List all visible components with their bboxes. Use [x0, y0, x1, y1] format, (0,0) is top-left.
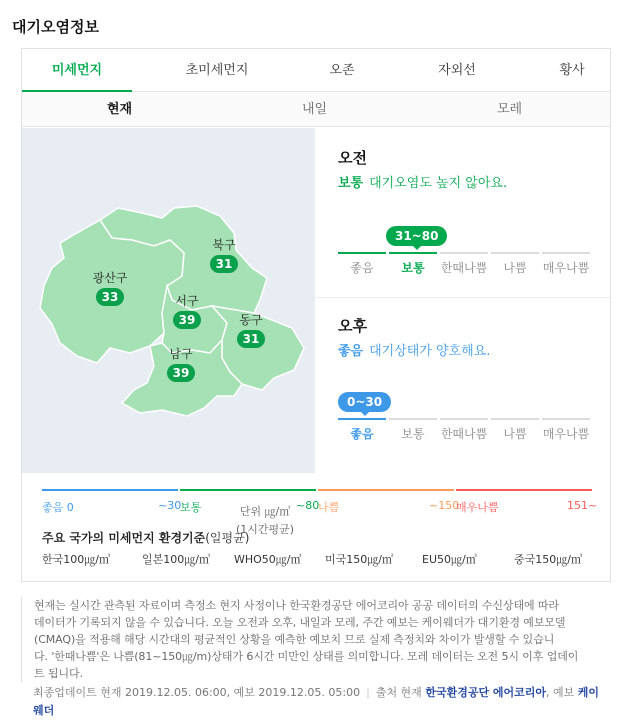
tab-day-after[interactable]: 모레: [496, 102, 523, 117]
tab-ultrafine-dust[interactable]: 초미세먼지: [185, 63, 249, 78]
note-line: 트 됩니다.: [34, 667, 83, 680]
district-value: 39: [167, 364, 195, 382]
legend-label: ~30: [158, 499, 182, 512]
district-value: 33: [96, 288, 124, 306]
note-line: 데이터가 기록되지 않을 수 있습니다. 오늘 오전과 오후, 내일과 모레, 주간 예보는 케이웨더가 대기환경 예보모델: [34, 616, 566, 629]
morning-title: 오전: [338, 149, 367, 167]
source-mid: , 예보: [546, 686, 575, 699]
tab-uv[interactable]: 자외선: [438, 63, 476, 78]
district-name: 서구: [175, 294, 199, 308]
morning-range-bubble: 31~80: [386, 226, 447, 246]
grade-legend: [42, 489, 598, 517]
standard-item: 한국100㎍/㎥: [42, 553, 110, 566]
source-label: 출처 현재: [375, 686, 422, 699]
morning-forecast: [316, 128, 612, 298]
district-donggu[interactable]: [229, 311, 273, 348]
district-namgu[interactable]: [159, 345, 203, 382]
tab-ozone[interactable]: 오존: [329, 63, 355, 78]
district-value: 31: [210, 255, 238, 273]
scale-label-bad: 나쁨: [503, 427, 527, 441]
scale-label-very-bad: 매우나쁨: [542, 427, 590, 441]
tab-now[interactable]: 현재: [106, 102, 133, 117]
scale-segment: [491, 418, 539, 420]
disclaimer-notes: [21, 597, 615, 682]
scale-label-good: 좋음: [350, 427, 374, 441]
legend-label: 좋음 0: [42, 501, 74, 514]
tab-tomorrow[interactable]: 내일: [301, 102, 328, 117]
divider: |: [366, 686, 370, 699]
district-seogu[interactable]: [165, 292, 209, 329]
standard-item: 중국150㎍/㎥: [514, 553, 582, 566]
district-name: 광산구: [92, 271, 128, 285]
afternoon-forecast: [316, 299, 612, 473]
afternoon-status: [338, 340, 490, 359]
update-info: [33, 684, 603, 720]
legend-label: 보통: [180, 501, 202, 514]
tab-yellow-dust[interactable]: 황사: [559, 63, 585, 78]
scale-label-temp-bad: 한때나쁨: [440, 261, 488, 275]
tab-fine-dust[interactable]: 미세먼지: [22, 49, 132, 92]
standard-item: WHO50㎍/㎥: [234, 553, 302, 566]
air-quality-card: [21, 48, 611, 582]
legend-label: 151~: [567, 499, 598, 512]
scale-segment: [542, 418, 590, 420]
legend-bar-bad: [318, 489, 454, 491]
district-name: 동구: [239, 313, 263, 327]
standard-item: 일본100㎍/㎥: [142, 553, 210, 566]
legend-label: 나쁨: [318, 501, 340, 514]
afternoon-range-bubble: 0~30: [338, 392, 391, 412]
standards-title-suffix: (일평균): [205, 531, 250, 545]
page-title: 대기오염정보: [12, 18, 99, 36]
scale-label-normal: 보통: [401, 427, 425, 441]
morning-scale: [338, 226, 592, 280]
scale-segment: [491, 252, 539, 254]
afternoon-message: 대기상태가 양호해요.: [369, 344, 491, 359]
afternoon-scale: [338, 392, 592, 446]
standards-title: [42, 529, 592, 546]
legend-label: 매우나쁨: [456, 501, 499, 514]
legend-bar-good: [42, 489, 178, 491]
pollutant-tabs: [22, 49, 610, 92]
scale-segment: [440, 252, 488, 254]
legend-bar-normal: [180, 489, 316, 491]
update-time: 최종업데이트 현재 2019.12.05. 06:00, 예보 2019.12.05. 05:00: [33, 686, 361, 699]
country-standards: [42, 529, 592, 566]
scale-segment: [440, 418, 488, 420]
legend-bar-very-bad: [456, 489, 592, 491]
scale-segment: [542, 252, 590, 254]
scale-label-normal: 보통: [401, 261, 425, 275]
morning-message: 대기오염도 높지 않아요.: [369, 176, 508, 191]
standard-item: 미국150㎍/㎥: [325, 553, 393, 566]
scale-label-temp-bad: 한때나쁨: [440, 427, 488, 441]
district-value: 39: [173, 311, 201, 329]
source-kweather-link[interactable]: 케이웨더: [33, 686, 600, 717]
scale-label-good: 좋음: [350, 261, 374, 275]
scale-segment: [389, 418, 437, 420]
note-line: 현재는 실시간 관측된 자료이며 측정소 현지 사정이나 한국환경공단 에어코리아 공공 데이터의 수신상태에 따라: [34, 599, 559, 612]
morning-grade: 보통: [338, 176, 364, 191]
note-line: 다. '한때나쁨'은 나쁨(81~150㎍/m)상태가 6시간 미만인 상태를 의미합니다. 모레 데이터는 오전 5시 이후 업데이: [34, 650, 579, 663]
district-name: 남구: [169, 347, 193, 361]
district-value: 31: [237, 330, 265, 348]
scale-segment: [338, 418, 386, 420]
note-line: (CMAQ)을 적용해 해당 시간대의 평균적인 상황을 예측한 예보치 므로 실제 측정치와 차이가 발생할 수 있습니: [34, 633, 555, 646]
unit-period: (1시간평균): [236, 523, 295, 536]
unit-line: 단위 ㎍/㎥: [239, 505, 291, 518]
district-name: 북구: [212, 238, 236, 252]
scale-label-very-bad: 매우나쁨: [542, 261, 590, 275]
morning-status: [338, 172, 507, 191]
legend-label: ~80: [296, 499, 320, 512]
scale-segment: [338, 252, 386, 254]
standards-title-text: 주요 국가의 미세먼지 환경기준: [42, 531, 206, 545]
standards-list: [42, 551, 592, 567]
standard-item: EU50㎍/㎥: [422, 553, 477, 566]
afternoon-grade: 좋음: [338, 344, 364, 359]
afternoon-title: 오후: [338, 317, 367, 335]
day-tabs: [22, 92, 610, 127]
source-airkorea-link[interactable]: 한국환경공단 에어코리아: [425, 686, 547, 699]
scale-label-bad: 나쁨: [503, 261, 527, 275]
district-gwangsangu[interactable]: [88, 269, 132, 306]
scale-segment: [389, 252, 437, 254]
district-bukgu[interactable]: [202, 236, 246, 273]
legend-label: ~150: [429, 499, 460, 512]
